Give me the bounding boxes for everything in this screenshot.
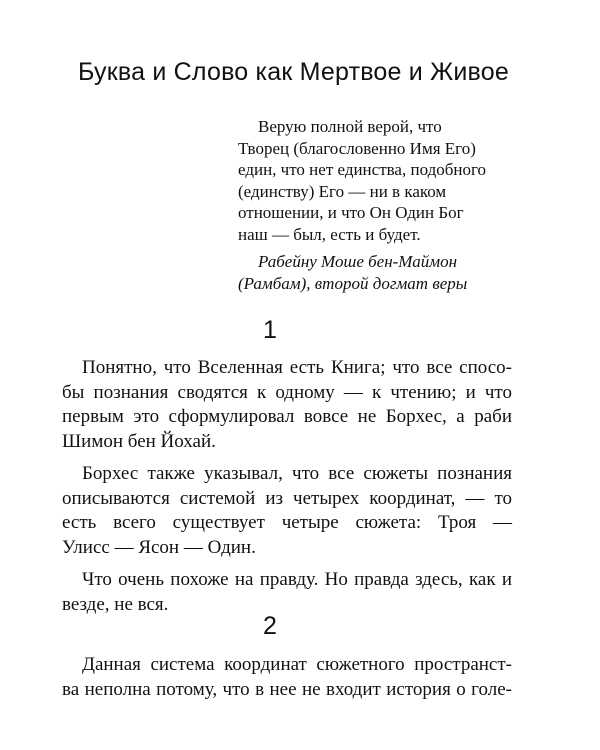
paragraph	[62, 568, 512, 617]
section-1-text	[62, 356, 512, 617]
text-line: первым это сформулировал вовсе не Борхес, а раби	[62, 406, 512, 427]
text-line: Данная система координат сюжетного пространст-	[82, 654, 512, 675]
text-line: Понятно, что Вселенная есть Книга; что все спосо-	[82, 357, 512, 378]
epigraph-line: Творец (благословенно Имя Его)	[238, 138, 476, 158]
epigraph-line: Верую полной верой, что	[258, 117, 442, 136]
paragraph	[62, 653, 512, 702]
chapter-title: Буква и Слово как Мертвое и Живое	[78, 58, 509, 86]
section-2-text	[62, 653, 512, 702]
text-line: Шимон бен Йохай.	[62, 430, 216, 452]
paragraph	[62, 462, 512, 560]
text-line: бы познания сводятся к одному — к чтению; и что	[62, 381, 512, 403]
attribution-line: Рабейну Моше бен-Маймон	[258, 252, 458, 271]
epigraph-line: един, что нет единства, подобного	[238, 160, 487, 179]
paragraph	[62, 356, 512, 454]
attribution-line: (Рамбам), второй догмат веры	[238, 273, 468, 293]
text-line: Что очень похоже на правду. Но правда здесь, как и	[82, 569, 512, 590]
epigraph-attribution	[238, 251, 538, 294]
text-line: Борхес также указывал, что все сюжеты познания	[82, 463, 512, 484]
text-line: есть всего существует четыре сюжета: Троя —	[62, 512, 512, 533]
text-line: Улисс — Ясон — Один.	[62, 536, 256, 558]
epigraph	[238, 116, 538, 294]
text-line: ва неполна потому, что в нее не входит история о голе-	[62, 678, 512, 700]
section-number-1: 1	[263, 316, 277, 344]
epigraph-line: отношении, и что Он Один Бог	[238, 203, 464, 222]
text-line: описываются системой из четырех координат, — то	[62, 487, 512, 509]
epigraph-line: наш — был, есть и будет.	[238, 224, 421, 244]
section-number-2: 2	[263, 612, 277, 640]
text-line: везде, не вся.	[62, 593, 169, 615]
epigraph-line: (единству) Его — ни в каком	[238, 181, 447, 201]
